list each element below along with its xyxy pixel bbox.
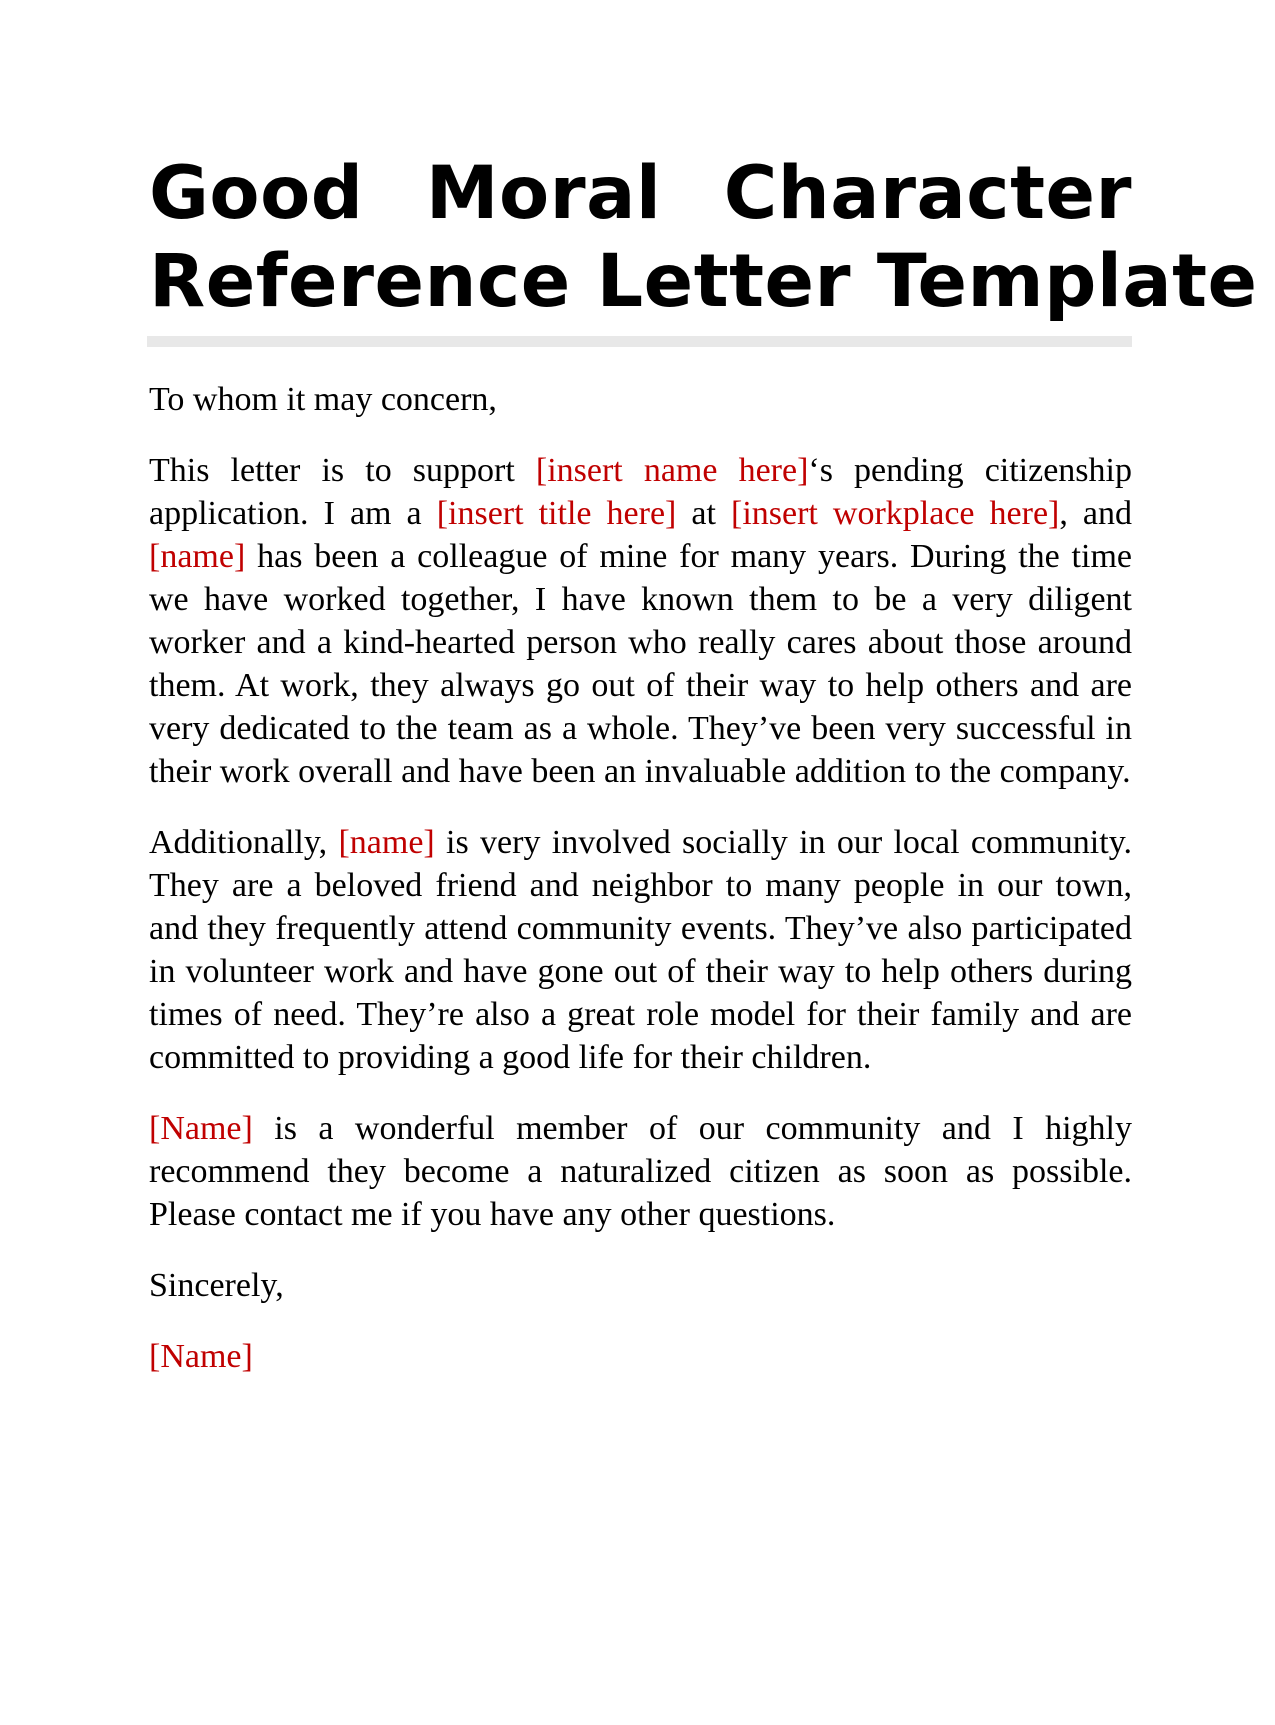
paragraph-2 xyxy=(149,821,1132,1079)
title-word: Good xyxy=(149,151,364,236)
paragraph-3 xyxy=(149,1107,1132,1236)
title-line-1 xyxy=(149,150,1132,238)
text-run: Additionally, xyxy=(149,824,339,861)
title-divider xyxy=(147,336,1132,347)
title-line-2: Reference Letter Template xyxy=(149,239,1258,324)
salutation: To whom it may concern, xyxy=(149,381,497,418)
document-title xyxy=(149,150,1258,326)
text-run: is very involved socially in our local community. They are a beloved friend and neighbor to many people in our town, and they frequently attend community events. They’ve also participated in volunteer work and have gone out of their way to help others during times of need. They’re also a great role model for their family and are committed to providing a good life for their children. xyxy=(149,824,1132,1076)
placeholder-name: [insert name here] xyxy=(535,452,809,489)
text-run: This letter is to support xyxy=(149,452,536,489)
closing: Sincerely, xyxy=(149,1267,284,1304)
text-run: has been a colleague of mine for many years. During the time we have worked together, I have known them to be a very diligent worker and a kind-hearted person who really cares about those around them. At work, they always go out of their way to help others and are very dedicated to the team as a whole. They’ve been very successful in their work overall and have been an invaluable addition to the company. xyxy=(149,538,1132,790)
text-run: ‘s pending citizenship application. I am a xyxy=(149,452,1132,532)
title-word: Character xyxy=(723,151,1132,236)
text-run: , and xyxy=(1059,495,1133,532)
placeholder-name: [name] xyxy=(338,824,435,861)
title-word: Moral xyxy=(425,151,662,236)
text-run: is a wonderful member of our community and I highly recommend they become a naturalized citizen as soon as possible. Please contact me if you have any other questions. xyxy=(149,1110,1132,1233)
placeholder-title: [insert title here] xyxy=(436,495,677,532)
signature-placeholder: [Name] xyxy=(149,1338,253,1375)
placeholder-name: [Name] xyxy=(149,1110,253,1147)
placeholder-workplace: [insert workplace here] xyxy=(731,495,1060,532)
letter-page xyxy=(149,150,1258,1378)
paragraph-1 xyxy=(149,449,1132,793)
placeholder-name: [name] xyxy=(149,538,246,575)
text-run: at xyxy=(676,495,731,532)
